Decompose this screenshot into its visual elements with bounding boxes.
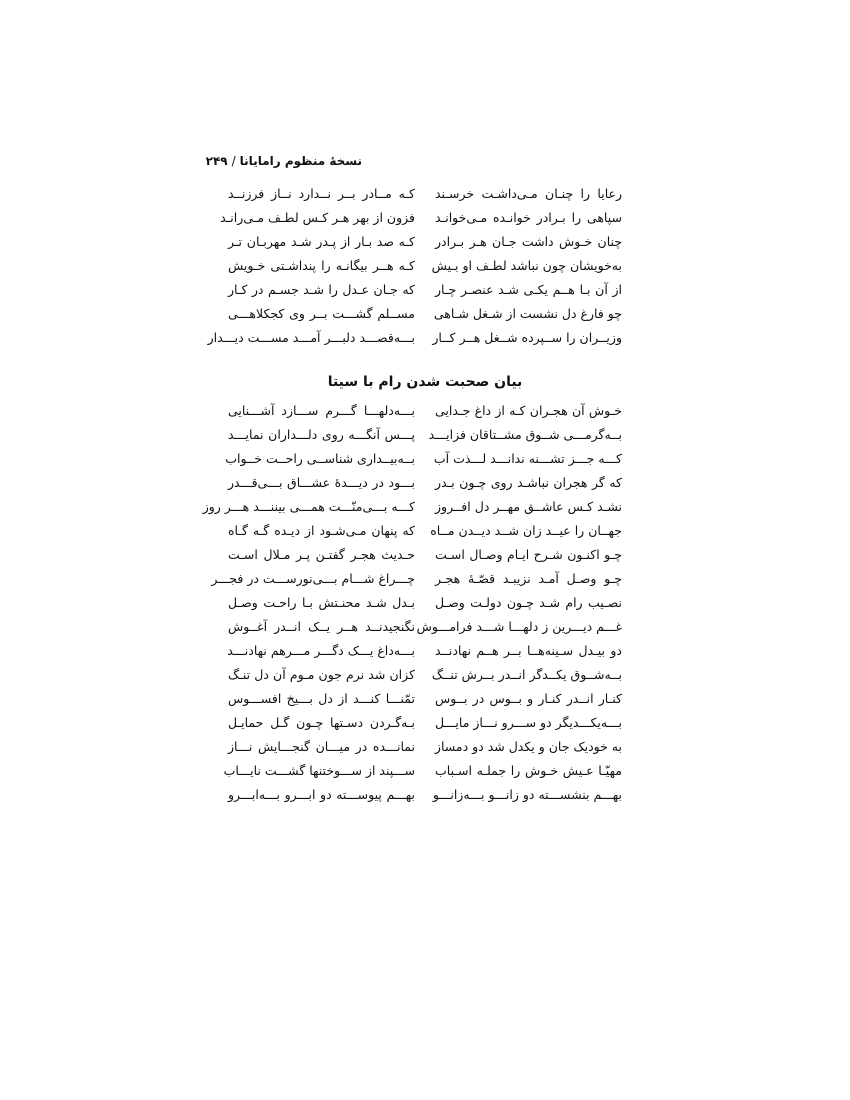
verse-line: نگنجیدنــد هــر یــک انــدر آغــوش	[228, 619, 415, 634]
verse-line: ســـپند از ســـوختنها گشـــت نایـــاب	[223, 763, 415, 778]
verse-line: بـــه‌یکـــدیگر دو ســـرو نـــاز مایـــل	[434, 715, 622, 730]
section-heading: بیان صحبت شدن رام با سیتا	[327, 374, 523, 390]
verse-line: جهــان را عیــد زان شــد دیــدن مــاه	[430, 523, 622, 538]
verse-line: دو بیـدل سـینه‌هــا بــر هــم نهادنــد	[435, 643, 622, 658]
verse-line: چـو اکنـون شـرح ایـام وصـال اسـت	[435, 547, 622, 562]
verse-line: بـه‌گـردن دسـتها چـون گـل حمایـل	[228, 715, 415, 730]
verse-line: خـوش آن هجـران کـه از داغ جـدایی	[435, 403, 622, 418]
verse-line: که پنهان مـی‌شـود از دیـده گـه گـاه	[228, 523, 415, 538]
verse-line: کـــه جـــز تشـــنه ندانـــد لـــذت آب	[433, 451, 622, 466]
verse-line: فزون از بهر هـر کـس لطـف مـی‌رانـد	[220, 210, 415, 225]
verse-line: بــه‌گرمـــی شــوق مشــتاقان فزایـــد	[428, 427, 622, 442]
verse-line: بــه‌بیــداری شناســی راحــت خــواب	[225, 451, 415, 466]
verse-line: که جـان عـدل را شـد جسـم در کـار	[228, 282, 415, 297]
verse-line: نمانـــده در میـــان گنجـــایش نـــاز	[228, 739, 415, 754]
page-number: ۲۴۹	[205, 154, 228, 168]
verse-line: وزیــران را ســپرده شــغل هــر کــار	[432, 330, 622, 345]
verse-line: بــه‌شــوق یکــدگر انــدر بــرش تنــگ	[431, 667, 622, 682]
verse-line: حـدیث هجـر گفتـن پـر مـلال اسـت	[228, 547, 415, 562]
verse-line: تمّنـــا کنـــد از دل بـــیخ افســـوس	[228, 691, 415, 706]
verse-line: بـــه‌داغ یـــک دگـــر مـــرهم نهادنـــد	[227, 643, 415, 658]
verse-line: نشـد کـس عاشــق مهــر دل افــروز	[435, 499, 622, 514]
verse-line: بهـــم بنشســـته دو زانـــو بـــه‌زانـــو	[432, 787, 622, 802]
verse-line: چو فارغ دل نشست از شـغل شـاهی	[433, 306, 622, 321]
verse-line: بـــه‌دلهـــا گـــرم ســـازد آشـــنایی	[228, 403, 415, 418]
verse-column-left	[207, 182, 415, 350]
verse-line: مســلم گشـــت بــر وی کجکلاهـــی	[228, 306, 415, 321]
verse-line: بـــه‌قصـــد دلبـــر آمـــد مســـت دیـــدار	[207, 330, 415, 345]
verse-line: از آن بـا هــم یکـی شـد عنصـر چـار	[435, 282, 622, 297]
verse-line: پـــس آنگـــه روی دلـــداران نمایـــد	[228, 427, 415, 442]
verse-line: به خودیک جان و یکدل شد دو دمساز	[434, 739, 622, 754]
verse-line: بهـــم پیوســـته دو ابـــرو بـــه‌ابـــرو	[228, 787, 415, 802]
verse-line: کـه صد بـار از پـدر شـد مهربـان تـر	[228, 234, 415, 249]
verse-line: چنان خـوش داشت جـان هـر بـرادر	[435, 234, 622, 249]
verse-line: مهیّـا عـیش خـوش را جملـه اسـباب	[435, 763, 622, 778]
verse-line: چـــراغ شـــام بـــی‌نورســـت در فجـــر	[211, 571, 415, 586]
verse-line: بـدل شـد محنـتش بـا راحـت وصـل	[228, 595, 415, 610]
verse-line: به‌خویشان چون نباشد لطـف او بـیش	[431, 258, 622, 273]
verse-line: کـه هــر بیگانـه را پنداشـتی خـویش	[228, 258, 415, 273]
verse-column-left	[202, 399, 415, 807]
verse-column-right	[416, 399, 622, 807]
header-separator: /	[231, 154, 236, 168]
poem-stanza-2	[202, 399, 622, 807]
running-header	[206, 151, 362, 171]
verse-line: که گر هجران نباشـد روی چـون بـدر	[435, 475, 622, 490]
verse-line: کنـار انــدر کنـار و بــوس در بــوس	[435, 691, 622, 706]
book-title: نسخهٔ منظوم رامایانا	[239, 154, 362, 168]
poem-stanza-1	[207, 182, 622, 350]
verse-line: سپاهی را بـرادر خوانـده مـی‌خوانـد	[435, 210, 622, 225]
verse-column-right	[431, 182, 622, 350]
verse-line: کزان شد نرم جون مـوم آن دل تنـگ	[228, 667, 415, 682]
verse-line: نصـیب رام شـد چـون دولـت وصـل	[435, 595, 622, 610]
verse-line: چـو وصـل آمـد نزیبـد قصّـهٔ هجـر	[435, 571, 622, 586]
verse-line: کـه مــادر بــر نــدارد نــاز فرزنــد	[228, 186, 415, 201]
verse-line: غـــم دیـــرین ز دلهـــا شـــد فرامـــوش	[416, 619, 622, 634]
verse-line: رعایا را چنـان مـی‌داشـت خرسـند	[435, 186, 622, 201]
verse-line: بـــود در دیـــدهٔ عشـــاق بـــی‌قـــدر	[228, 475, 415, 490]
verse-line: کـــه بـــی‌منّـــت همـــی بیننـــد هـــر روز	[202, 499, 415, 514]
